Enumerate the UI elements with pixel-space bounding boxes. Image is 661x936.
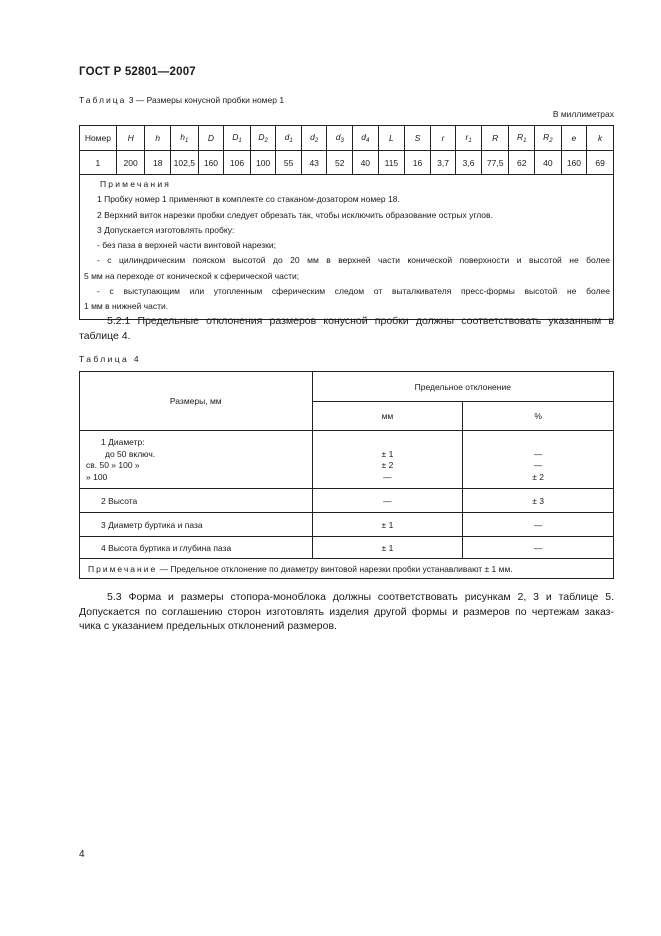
- table3-header-cell: [145, 126, 171, 151]
- column-symbol: Номер: [84, 133, 111, 143]
- height-pct: ± 3: [463, 489, 614, 513]
- paragraph-5-2-1: [79, 314, 614, 343]
- document-header: [79, 66, 196, 78]
- column-symbol: h: [155, 133, 161, 143]
- table3-data-cell: 100: [250, 151, 276, 175]
- table3-header-cell: [535, 126, 562, 151]
- diameter-pct-3: ± 2: [532, 471, 545, 482]
- column-symbol: R: [517, 132, 524, 142]
- table3-header-cell: [224, 126, 251, 151]
- table3-data-cell: 18: [145, 151, 171, 175]
- table3-header-cell: [430, 126, 456, 151]
- table3-data-cell: 160: [561, 151, 587, 175]
- column-symbol: h: [180, 132, 186, 142]
- diameter-label-cell: [80, 431, 313, 489]
- note-2: 2 Верхний виток нарезки пробки следует обрезать так, чтобы исключить образование острых углов.: [97, 209, 493, 220]
- diameter-mm-cell: [312, 431, 463, 489]
- header-percent: %: [463, 402, 614, 431]
- column-symbol: D: [207, 133, 214, 143]
- column-symbol: D: [232, 132, 239, 142]
- table3-header-row: [80, 126, 614, 151]
- table3-data-cell: 115: [378, 151, 405, 175]
- column-symbol: D: [258, 132, 265, 142]
- table3-notes: [80, 175, 614, 320]
- height-mm: —: [312, 489, 463, 513]
- table3-data-cell: 40: [353, 151, 379, 175]
- diameter-mm-3: —: [383, 471, 392, 482]
- paragraph-5-2-1-line-1: 5.2.1 Предельные отклонения размеров конусной пробки должны соответствовать указанным в: [107, 315, 614, 327]
- column-subscript: 1: [238, 138, 242, 144]
- column-subscript: 1: [289, 138, 293, 144]
- table3-data-cell: 77,5: [481, 151, 509, 175]
- table3-header-cell: [80, 126, 117, 151]
- table3-header-cell: [587, 126, 614, 151]
- column-symbol: d: [310, 132, 315, 142]
- table3: [79, 125, 614, 320]
- table3-data-cell: 200: [116, 151, 145, 175]
- table3-header-cell: [171, 126, 199, 151]
- table3-header-cell: [327, 126, 353, 151]
- collar-height-mm: ± 1: [312, 537, 463, 559]
- column-subscript: 2: [549, 138, 553, 144]
- column-symbol: L: [389, 133, 394, 143]
- header-mm: мм: [312, 402, 463, 431]
- column-subscript: 2: [264, 138, 268, 144]
- column-symbol: S: [414, 133, 421, 143]
- table3-header-cell: [561, 126, 587, 151]
- column-subscript: 1: [523, 138, 527, 144]
- table-row: [80, 537, 614, 559]
- collar-diameter-pct: —: [463, 513, 614, 537]
- diameter-pct-2: —: [533, 460, 543, 470]
- table3-units: В миллиметрах: [552, 109, 614, 119]
- column-subscript: 1: [468, 138, 472, 144]
- note-3: 3 Допускается изготовлять пробку:: [97, 224, 235, 235]
- table3-header-cell: [378, 126, 405, 151]
- diameter-range-1: до 50 включ.: [105, 448, 156, 459]
- table3-header-cell: [116, 126, 145, 151]
- diameter-range-3: » 100: [86, 471, 108, 482]
- table4: [79, 371, 614, 579]
- collar-diameter-mm: ± 1: [312, 513, 463, 537]
- table4-note: [80, 559, 614, 579]
- table3-header-cell: [509, 126, 535, 151]
- table3-data-cell: 43: [301, 151, 327, 175]
- table3-header-cell: [250, 126, 276, 151]
- diameter-label: 1 Диаметр:: [101, 437, 145, 447]
- table3-data-cell: 62: [509, 151, 535, 175]
- table3-header-cell: [456, 126, 482, 151]
- diameter-range-2: св. 50 » 100 »: [86, 460, 140, 470]
- table3-caption: [79, 95, 284, 105]
- paragraph-5-2-1-line-2: таблице 4.: [79, 329, 131, 342]
- table3-notes-cell: [80, 175, 614, 320]
- column-symbol: d: [335, 132, 341, 142]
- table4-note-word: Примечание: [88, 563, 158, 574]
- column-symbol: d: [361, 132, 366, 142]
- notes-title: Примечания: [100, 179, 172, 189]
- note-3-bullet-2-line-2: 5 мм на переходе от конической к сферической части;: [84, 270, 300, 281]
- note-3-bullet-2-line-1: - с цилиндрическим пояском высотой до 20 мм в верхней части конической поверхности и высотой не более: [97, 255, 610, 266]
- paragraph-5-3-line-3: чика с указанием предельных отклонений размеров.: [79, 620, 337, 632]
- column-subscript: 3: [340, 138, 344, 144]
- table3-data-cell: 1: [80, 151, 117, 175]
- table3-data-cell: 69: [587, 151, 614, 175]
- height-label: 2 Высота: [80, 489, 313, 513]
- table3-header-cell: [481, 126, 509, 151]
- table3-caption-word: Таблица: [79, 95, 127, 105]
- column-symbol: r: [441, 133, 445, 143]
- column-subscript: 1: [185, 138, 189, 144]
- table3-data-cell: 3,7: [430, 151, 456, 175]
- collar-height-label: 4 Высота буртика и глубина паза: [80, 537, 313, 559]
- table3-header-cell: [353, 126, 379, 151]
- header-code: Р 52801—2007: [113, 66, 196, 78]
- page-number: 4: [79, 849, 85, 860]
- note-1: 1 Пробку номер 1 применяют в комплекте со стаканом-дозатором номер 18.: [97, 194, 400, 205]
- table4-header-row: [80, 372, 614, 402]
- table3-data-cell: 106: [224, 151, 251, 175]
- diameter-mm-1: ± 1: [381, 448, 394, 459]
- table-row: [80, 489, 614, 513]
- table4-note-text: — Предельное отклонение по диаметру винтовой нарезки пробки устанавливают ± 1 мм.: [157, 563, 513, 574]
- table3-data-cell: 52: [327, 151, 353, 175]
- table4-note-row: [80, 559, 614, 579]
- table3-data-cell: 16: [405, 151, 431, 175]
- note-3-bullet-1: - без паза в верхней части винтовой нарезки;: [97, 240, 276, 251]
- column-symbol: R: [543, 132, 550, 142]
- table-row: [80, 431, 614, 489]
- note-3-bullet-3-line-2: 1 мм в нижней части.: [84, 301, 169, 312]
- note-3-bullet-3-line-1: - с выступающим или утопленным сферическим следом от выталкивателя пресс-формы высотой не более: [97, 286, 610, 297]
- collar-diameter-label: 3 Диаметр буртика и паза: [80, 513, 313, 537]
- column-symbol: r: [465, 132, 469, 142]
- table3-data-cell: 3,6: [456, 151, 482, 175]
- diameter-pct-1: —: [533, 448, 543, 459]
- header-sizes: Размеры, мм: [80, 372, 313, 431]
- column-symbol: k: [597, 133, 603, 143]
- column-subscript: 2: [314, 138, 319, 144]
- paragraph-5-3-line-2: Допускается по соглашению сторон изготовлять изделия другой формы и размеров по чертежам заказ-: [79, 605, 614, 618]
- table3-header-cell: [198, 126, 224, 151]
- header-prefix: ГОСТ: [79, 66, 111, 78]
- table3-caption-rest: 3 — Размеры конусной пробки номер 1: [126, 95, 285, 105]
- paragraph-5-3: [79, 590, 614, 634]
- table-row: [80, 513, 614, 537]
- header-deviation: Предельное отклонение: [312, 372, 613, 402]
- table3-header-cell: [301, 126, 327, 151]
- paragraph-5-3-line-1: 5.3 Форма и размеры стопора-моноблока должны соответствовать рисункам 2, 3 и таблице 5.: [107, 591, 614, 603]
- column-symbol: e: [571, 133, 577, 143]
- table3-header-cell: [405, 126, 431, 151]
- column-symbol: H: [127, 133, 134, 143]
- table3-data-cell: 55: [276, 151, 302, 175]
- table3-data-cell: 160: [198, 151, 224, 175]
- table3-header-cell: [276, 126, 302, 151]
- table3-data-cell: 102,5: [171, 151, 199, 175]
- diameter-pct-cell: [463, 431, 614, 489]
- diameter-mm-2: ± 2: [381, 460, 394, 470]
- column-symbol: R: [492, 133, 499, 143]
- table4-caption: Таблица 4: [79, 354, 142, 364]
- column-subscript: 4: [366, 138, 370, 144]
- table3-data-cell: 40: [535, 151, 562, 175]
- collar-height-pct: —: [463, 537, 614, 559]
- column-symbol: d: [284, 132, 290, 142]
- table-row: [80, 151, 614, 175]
